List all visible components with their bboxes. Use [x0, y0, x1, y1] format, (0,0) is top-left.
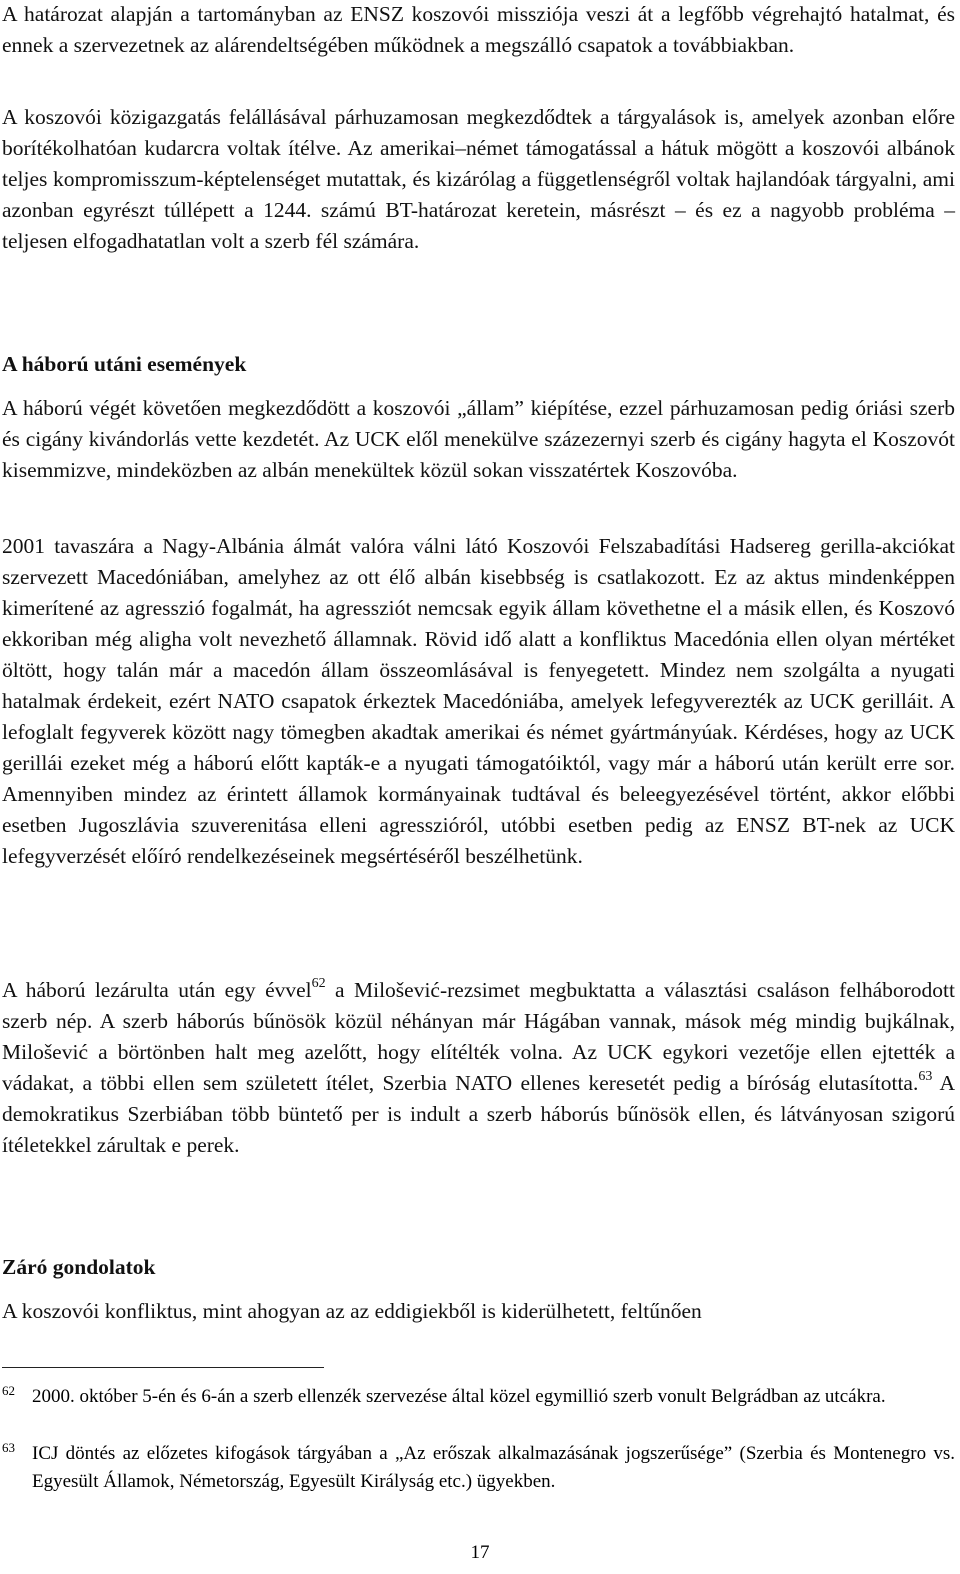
paragraph-5-part-a: A háború lezárulta után egy évvel: [2, 978, 312, 1002]
footnote-63: [2, 1440, 955, 1496]
footnote-62: [2, 1383, 955, 1411]
page-number: 17: [470, 1542, 490, 1563]
paragraph-6: A koszovói konfliktus, mint ahogyan az az eddigiekből is kiderülhetett, feltűnően: [2, 1299, 702, 1323]
footnote-text: 2000. október 5-én és 6-án a szerb ellenzék szervezése által közel egymillió szerb vonult Belgrádban az utcákra.: [32, 1386, 886, 1407]
footnote-number: 63: [2, 1440, 15, 1455]
footnote-separator: [2, 1367, 324, 1368]
paragraph-5-part-b: a Milošević-rezsimet megbuktatta a választási csaláson felháborodott szerb nép. A szerb háborús bűnösök közül néhányan már Hágában vannak, mások még mindig bujkálnak, Milošević a börtönben halt meg azelőtt, hogy elítélték volna. Az UCK egykori vezetője ellen ejtették a vádakat, a többi ellen sem született ítélet, Szerbia NATO ellenes keresetét pedig a bíróság elutasította.: [2, 978, 955, 1095]
footnote-ref-62[interactable]: 62: [311, 976, 326, 991]
paragraph-1: A határozat alapján a tartományban az ENSZ koszovói missziója veszi át a legfőbb végrehajtó hatalmat, és ennek a szervezetnek az alárendeltségében működnek a megszálló csapatok a továbbiakban.: [2, 2, 955, 57]
paragraph-5-part-c: A demokratikus Szerbiában több büntető per is indult a szerb háborús bűnösök ellen, és látványosan szigorú ítéletekkel zárultak e perek.: [2, 1071, 955, 1157]
paragraph-4: 2001 tavaszára a Nagy-Albánia álmát valóra válni látó Koszovói Felszabadítási Hadsereg gerilla-akciókat szervezett Macedóniában, amelyhez az ott élő albán kisebbség is csatlakozott. Ez az aktus mindenképpen kimerítené az agresszió fogalmát, ha agressziót nemcsak egyik állam követhetne el a másik ellen, és Koszovó ekkoriban még aligha volt nevezhető államnak. Rövid idő alatt a konfliktus Macedónia ellen olyan mértéket öltött, hogy talán már a macedón állam összeomlásával is fenyegetett. Mindez nem szolgálta a nyugati hatalmak érdekeit, ezért NATO csapatok érkeztek Macedóniába, amelyek lefegyverezték az UCK gerilláit. A lefoglalt fegyverek között nagy tömegben akadtak amerikai és német gyártmányúak. Kérdéses, hogy az UCK gerillái ezeket még a háború előtt kapták-e a nyugati támogatóiktól, vagy már a háború után került erre sor. Amennyiben mindez az érintett államok kormányainak tudtával és beleegyezésével történt, akkor előbbi esetben Jugoszlávia szuverenitása elleni agresszióról, utóbbi esetben pedig az ENSZ BT-nek az UCK lefegyverzését előíró rendelkezéseinek megsértéséről beszélhetünk.: [2, 534, 955, 868]
section-heading-closing-thoughts: Záró gondolatok: [2, 1255, 156, 1279]
footnote-number: 62: [2, 1383, 15, 1398]
footnote-text: ICJ döntés az előzetes kifogások tárgyában a „Az erőszak alkalmazásának jogszerűsége” (Szerbia és Montenegro vs. Egyesült Államok, Németország, Egyesült Királyság etc.) ügyekben.: [32, 1443, 955, 1492]
paragraph-2: A koszovói közigazgatás felállásával párhuzamosan megkezdődtek a tárgyalások is, amelyek azonban előre borítékolhatóan kudarcra voltak ítélve. Az amerikai–német támogatással a hátuk mögött a koszovói albánok teljes kompromisszum-képtelenséget mutattak, és kizárólag a függetlenségről voltak hajlandóak tárgyalni, ami azonban egyrészt túllépett a 1244. számú BT-határozat keretein, másrészt – és ez a nagyobb probléma – teljesen elfogadhatatlan volt a szerb fél számára.: [2, 105, 955, 253]
section-heading-after-war: A háború utáni események: [2, 352, 247, 376]
footnote-ref-63[interactable]: 63: [918, 1069, 933, 1084]
paragraph-3: A háború végét követően megkezdődött a koszovói „állam” kiépítése, ezzel párhuzamosan pedig óriási szerb és cigány kivándorlás vette kezdetét. Az UCK elől menekülve százezernyi szerb és cigány hagyta el Koszovót kisemmizve, mindeközben az albán menekültek közül sokan visszatértek Koszovóba.: [2, 396, 955, 482]
paragraph-5: [2, 975, 955, 1161]
